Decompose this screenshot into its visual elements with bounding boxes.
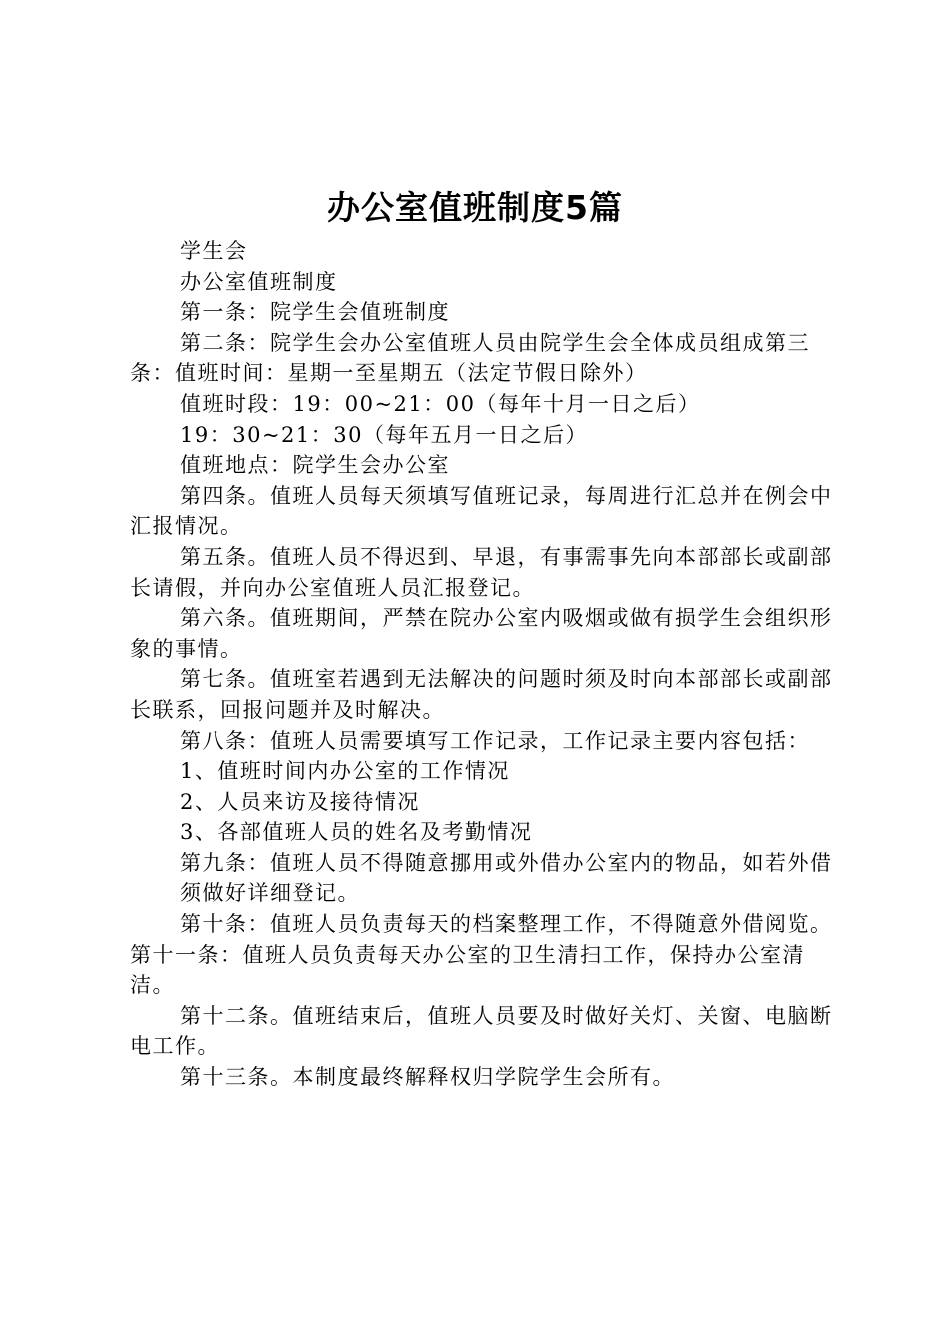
paragraph: 学生会 xyxy=(180,239,248,263)
paragraph: 第八条：值班人员需要填写工作记录，工作记录主要内容包括： xyxy=(180,728,810,753)
paragraph: 第四条。值班人员每天须填写值班记录，每周进行汇总并在例会中汇报情况。 xyxy=(130,483,833,539)
list-item: 2、人员来访及接待情况 xyxy=(180,789,420,814)
paragraph: 第七条。值班室若遇到无法解决的问题时须及时向本部部长或副部长联系，回报问题并及时解决。 xyxy=(130,667,833,722)
paragraph: 值班时段：19：00~21：00（每年十月一日之后） xyxy=(180,391,701,416)
document-body xyxy=(130,236,836,1093)
paragraph: 第五条。值班人员不得迟到、早退，有事需事先向本部部长或副部长请假，并向办公室值班人员汇报登记。 xyxy=(130,544,833,600)
paragraph: 第二条：院学生会办公室值班人员由院学生会全体成员组成第三条：值班时间：星期一至星期五（法定节假日除外） xyxy=(130,330,810,386)
paragraph: 办公室值班制度 xyxy=(180,269,338,294)
paragraph: 第六条。值班期间，严禁在院办公室内吸烟或做有损学生会组织形象的事情。 xyxy=(130,606,833,661)
paragraph: 第十二条。值班结束后，值班人员要及时做好关灯、关窗、电脑断电工作。 xyxy=(130,1003,833,1059)
list-item: 3、各部值班人员的姓名及考勤情况 xyxy=(180,820,533,845)
paragraph: 第九条：值班人员不得随意挪用或外借办公室内的物品，如若外借 xyxy=(180,850,833,875)
list-item: 1、值班时间内办公室的工作情况 xyxy=(180,759,510,784)
paragraph: 值班地点：院学生会办公室 xyxy=(180,453,450,478)
paragraph: 19：30~21：30（每年五月一日之后） xyxy=(180,422,588,447)
paragraph: 第十条：值班人员负责每天的档案整理工作，不得随意外借阅览。第十一条：值班人员负责每天办公室的卫生清扫工作，保持办公室清洁。 xyxy=(130,912,833,998)
document-title: 办公室值班制度5篇 xyxy=(327,188,623,227)
paragraph: 须做好详细登记。 xyxy=(180,881,360,906)
paragraph: 第十三条。本制度最终解释权归学院学生会所有。 xyxy=(180,1065,675,1090)
paragraph: 第一条：院学生会值班制度 xyxy=(180,300,450,325)
